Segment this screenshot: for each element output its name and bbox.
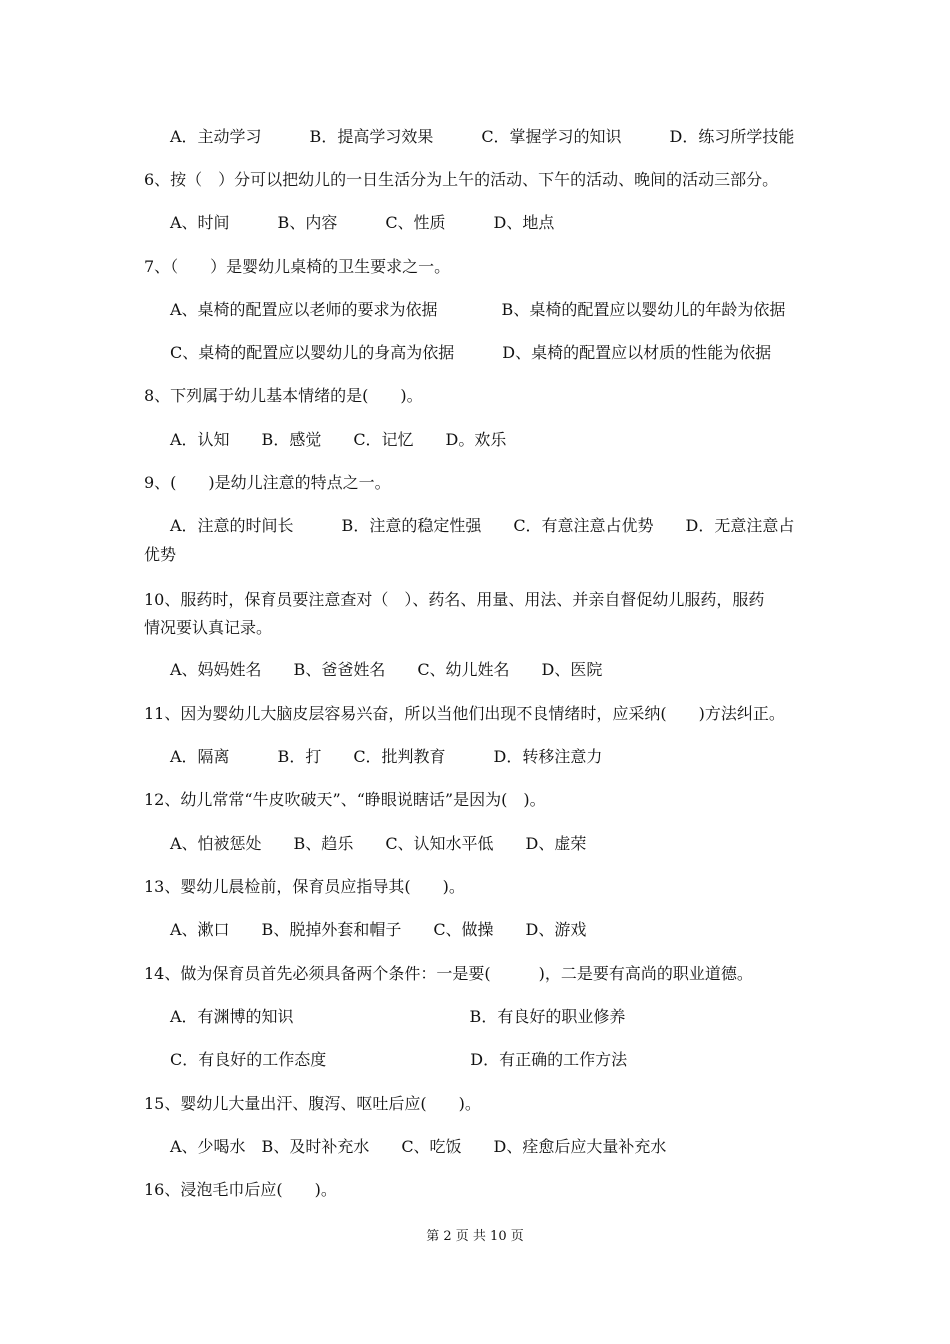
question-12: 12、幼儿常常“牛皮吹破天”、“睁眼说瞎话”是因为( )。 (144, 790, 546, 809)
question-6: 6、按（ ）分可以把幼儿的一日生活分为上午的活动、下午的活动、晚间的活动三部分。 (144, 170, 779, 189)
question-16: 16、浸泡毛巾后应( )。 (144, 1180, 337, 1199)
question-10-wrap: 情况要认真记录。 (144, 618, 273, 637)
option-line-q6: A、时间 B、内容 C、性质 D、地点 (170, 213, 555, 232)
option-line-q7-cd: C、桌椅的配置应以婴幼儿的身高为依据 D、桌椅的配置应以材质的性能为依据 (170, 343, 772, 362)
option-line-q13: A、漱口 B、脱掉外套和帽子 C、做操 D、游戏 (170, 920, 587, 939)
question-7: 7、（ ）是婴幼儿桌椅的卫生要求之一。 (144, 257, 451, 276)
option-line-q9-wrap: 优势 (144, 545, 177, 564)
option-line-q9: A．注意的时间长 B．注意的稳定性强 C．有意注意占优势 D．无意注意占 (170, 516, 795, 535)
option-line-q11: A．隔离 B．打 C．批判教育 D．转移注意力 (170, 747, 603, 766)
option-line-q5: A．主动学习 B．提高学习效果 C．掌握学习的知识 D．练习所学技能 (170, 127, 795, 146)
question-8: 8、下列属于幼儿基本情绪的是( )。 (144, 386, 423, 405)
option-line-q10: A、妈妈姓名 B、爸爸姓名 C、幼儿姓名 D、医院 (170, 660, 603, 679)
question-15: 15、婴幼儿大量出汗、腹泻、呕吐后应( )。 (144, 1094, 481, 1113)
option-line-q7-ab: A、桌椅的配置应以老师的要求为依据 B、桌椅的配置应以婴幼儿的年龄为依据 (170, 300, 786, 319)
option-line-q8: A．认知 B．感觉 C．记忆 D。欢乐 (170, 430, 507, 449)
question-11: 11、因为婴幼儿大脑皮层容易兴奋，所以当他们出现不良情绪时，应采纳( )方法纠正。 (144, 704, 785, 723)
page-footer: 第 2 页 共 10 页 (426, 1229, 524, 1244)
question-13: 13、婴幼儿晨检前，保育员应指导其( )。 (144, 877, 465, 896)
option-line-q12: A、怕被惩处 B、趋乐 C、认知水平低 D、虚荣 (170, 834, 587, 853)
option-line-q14-cd: C．有良好的工作态度 D．有正确的工作方法 (170, 1050, 628, 1069)
option-line-q14-ab: A．有渊博的知识 B．有良好的职业修养 (170, 1007, 626, 1026)
question-14: 14、做为保育员首先必须具备两个条件：一是要( )，二是要有高尚的职业道德。 (144, 964, 753, 983)
option-line-q15: A、少喝水 B、及时补充水 C、吃饭 D、痊愈后应大量补充水 (170, 1137, 667, 1156)
question-9: 9、( )是幼儿注意的特点之一。 (144, 473, 391, 492)
question-10: 10、服药时，保育员要注意查对（ ）、药名、用量、用法、并亲自督促幼儿服药，服药 (144, 590, 765, 609)
